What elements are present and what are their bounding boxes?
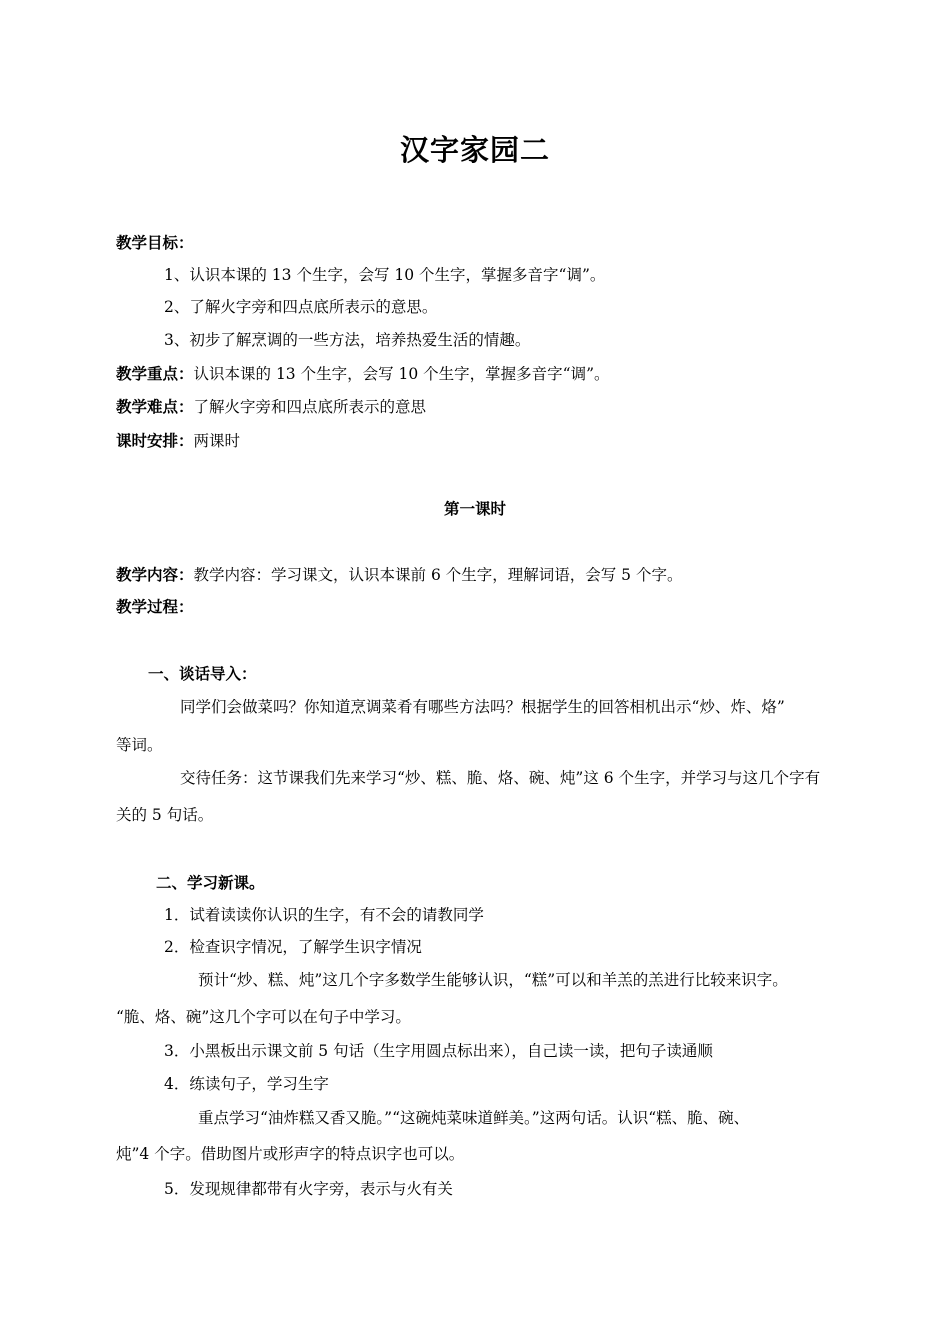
schedule-line (116, 430, 240, 452)
step-2-note-line-1: 预计“炒、糕、炖”这几个字多数学生能够认识，“糕”可以和羊羔的羔进行比较来识字。 (198, 971, 788, 989)
step-4-note-line-2: 炖”4 个字。借助图片或形声字的特点识字也可以。 (116, 1145, 465, 1163)
objective-item-3: 3、初步了解烹调的一些方法，培养热爱生活的情趣。 (164, 331, 531, 349)
step-1: 1．试着读读你认识的生字，有不会的请教同学 (164, 906, 484, 924)
lesson-content-text: 教学内容：学习课文，认识本课前 6 个生字，理解词语，会写 5 个字。 (193, 566, 683, 584)
difficulty-line (116, 396, 426, 418)
section-1-para-1-line-1: 同学们会做菜吗？你知道烹调菜肴有哪些方法吗？根据学生的回答相机出示“炒、炸、烙” (180, 698, 785, 716)
lesson-content-label: 教学内容： (116, 566, 194, 584)
step-4-note-line-1: 重点学习“油炸糕又香又脆。”“这碗炖菜味道鲜美。”这两句话。认识“糕、脆、碗、 (198, 1109, 750, 1127)
key-point-line (116, 363, 610, 385)
objective-item-1: 1、认识本课的 13 个生字，会写 10 个生字，掌握多音字“调”。 (164, 266, 606, 284)
difficulty-label: 教学难点： (116, 398, 194, 416)
key-point-text: 认识本课的 13 个生字，会写 10 个生字，掌握多音字“调”。 (193, 365, 610, 383)
lesson-content-line (116, 564, 682, 586)
process-label: 教学过程： (116, 598, 194, 616)
document-title: 汉字家园二 (399, 133, 550, 167)
key-point-label: 教学重点： (116, 365, 194, 383)
step-4: 4．练读句子，学习生字 (164, 1075, 329, 1093)
step-2: 2．检查识字情况，了解学生识字情况 (164, 938, 422, 956)
section-1-para-1-line-2: 等词。 (116, 736, 163, 754)
objectives-label: 教学目标： (116, 234, 194, 252)
section-1-heading: 一、谈话导入： (148, 665, 257, 683)
section-1-para-2-line-2: 关的 5 句话。 (116, 806, 214, 824)
section-2-heading: 二、学习新课。 (156, 874, 265, 892)
schedule-label: 课时安排： (116, 432, 194, 450)
difficulty-text: 了解火字旁和四点底所表示的意思 (193, 398, 427, 416)
step-5: 5．发现规律都带有火字旁，表示与火有关 (164, 1180, 453, 1198)
step-3: 3．小黑板出示课文前 5 句话（生字用圆点标出来），自己读一读，把句子读通顺 (164, 1042, 713, 1060)
objective-item-2: 2、了解火字旁和四点底所表示的意思。 (164, 298, 438, 316)
step-2-note-line-2: “脆、烙、碗”这几个字可以在句子中学习。 (116, 1008, 411, 1026)
section-1-para-2-line-1: 交待任务：这节课我们先来学习“炒、糕、脆、烙、碗、炖”这 6 个生字，并学习与这几个字有 (180, 769, 821, 787)
lesson-heading: 第一课时 (443, 500, 506, 518)
schedule-text: 两课时 (193, 432, 241, 450)
